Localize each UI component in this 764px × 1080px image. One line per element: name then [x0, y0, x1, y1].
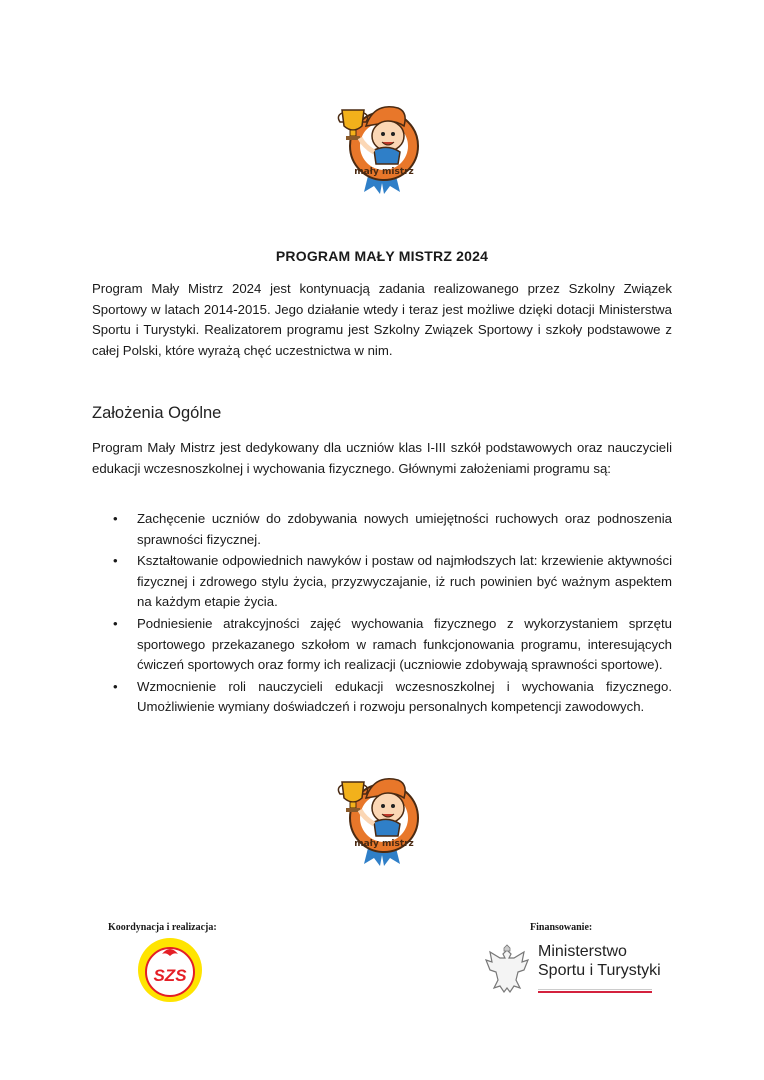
ministry-name-line2: Sportu i Turystyki	[538, 962, 661, 979]
ministry-flag-line	[538, 989, 652, 992]
section-heading: Założenia Ogólne	[92, 404, 222, 422]
intro-paragraph: Program Mały Mistrz 2024 jest kontynuacją zadania realizowanego przez Szkolny Związek Sportowy w latach 2014-2015. Jego działanie wtedy i teraz jest możliwe dzięki dotacji Ministerstwa Sportu i Turystyki. Realizatorem programu jest Szkolny Związek Sportowy i szkoły podstawowe z całej Polski, które wyrażą chęć uczestnictwa w nim.	[92, 281, 672, 358]
ministry-logo	[484, 940, 664, 998]
list-item-text: Podniesienie atrakcyjności zajęć wychowania fizycznego z wykorzystaniem sprzętu sportowego przekazanego szkołom w ramach funkcjonowania programu, interesujących ćwiczeń sportowych oraz formy ich realizacji (uczniowie zdobywają sprawności sportowe).	[137, 615, 672, 673]
bullet-icon: •	[113, 553, 118, 569]
ministry-name	[538, 942, 661, 980]
szs-logo-text: SZS	[153, 966, 187, 985]
ministry-name-line1: Ministerstwo	[538, 943, 627, 960]
maly-mistrz-mascot-icon	[338, 779, 418, 866]
list-item-text: Wzmocnienie roli nauczycieli edukacji wczesnoszkolnej i wychowania fizycznego. Umożliwienie wymiany doświadczeń i rozwoju personalnych kompetencji zawodowych.	[137, 678, 672, 715]
bullet-icon: •	[113, 615, 118, 631]
list-item	[92, 614, 672, 676]
list-item-text: Kształtowanie odpowiednich nawyków i postaw od najmłodszych lat: krzewienie aktywności fizycznej i zdrowego stylu życia, przyzwyczajanie, iż ruch powinien być ważnym aspektem na każdym etapie życia.	[137, 553, 672, 610]
maly-mistrz-logo-bottom	[334, 768, 430, 868]
szs-logo	[136, 936, 204, 1004]
list-item	[92, 677, 672, 718]
document-title: PROGRAM MAŁY MISTRZ 2024	[275, 248, 489, 264]
polish-eagle-icon	[484, 944, 530, 996]
bullet-icon: •	[113, 511, 118, 526]
logo-text: mały mistrz	[354, 839, 414, 849]
goals-list	[92, 509, 672, 719]
list-item-text: Zachęcenie uczniów do zdobywania nowych umiejętności ruchowych oraz podnoszenia sprawności fizycznej.	[137, 511, 672, 547]
financing-label: Finansowanie:	[530, 922, 593, 933]
coordination-label: Koordynacja i realizacja:	[108, 922, 217, 933]
bullet-icon: •	[113, 678, 118, 694]
maly-mistrz-logo-top	[334, 96, 430, 196]
list-item	[92, 509, 672, 550]
maly-mistrz-mascot-icon	[338, 107, 418, 194]
logo-text: mały mistrz	[354, 167, 414, 177]
section-paragraph: Program Mały Mistrz jest dedykowany dla uczniów klas I-III szkół podstawowych oraz nauczycieli edukacji wczesnoszkolnej i wychowania fizycznego. Głównymi założeniami programu są:	[92, 440, 672, 476]
list-item	[92, 551, 672, 613]
